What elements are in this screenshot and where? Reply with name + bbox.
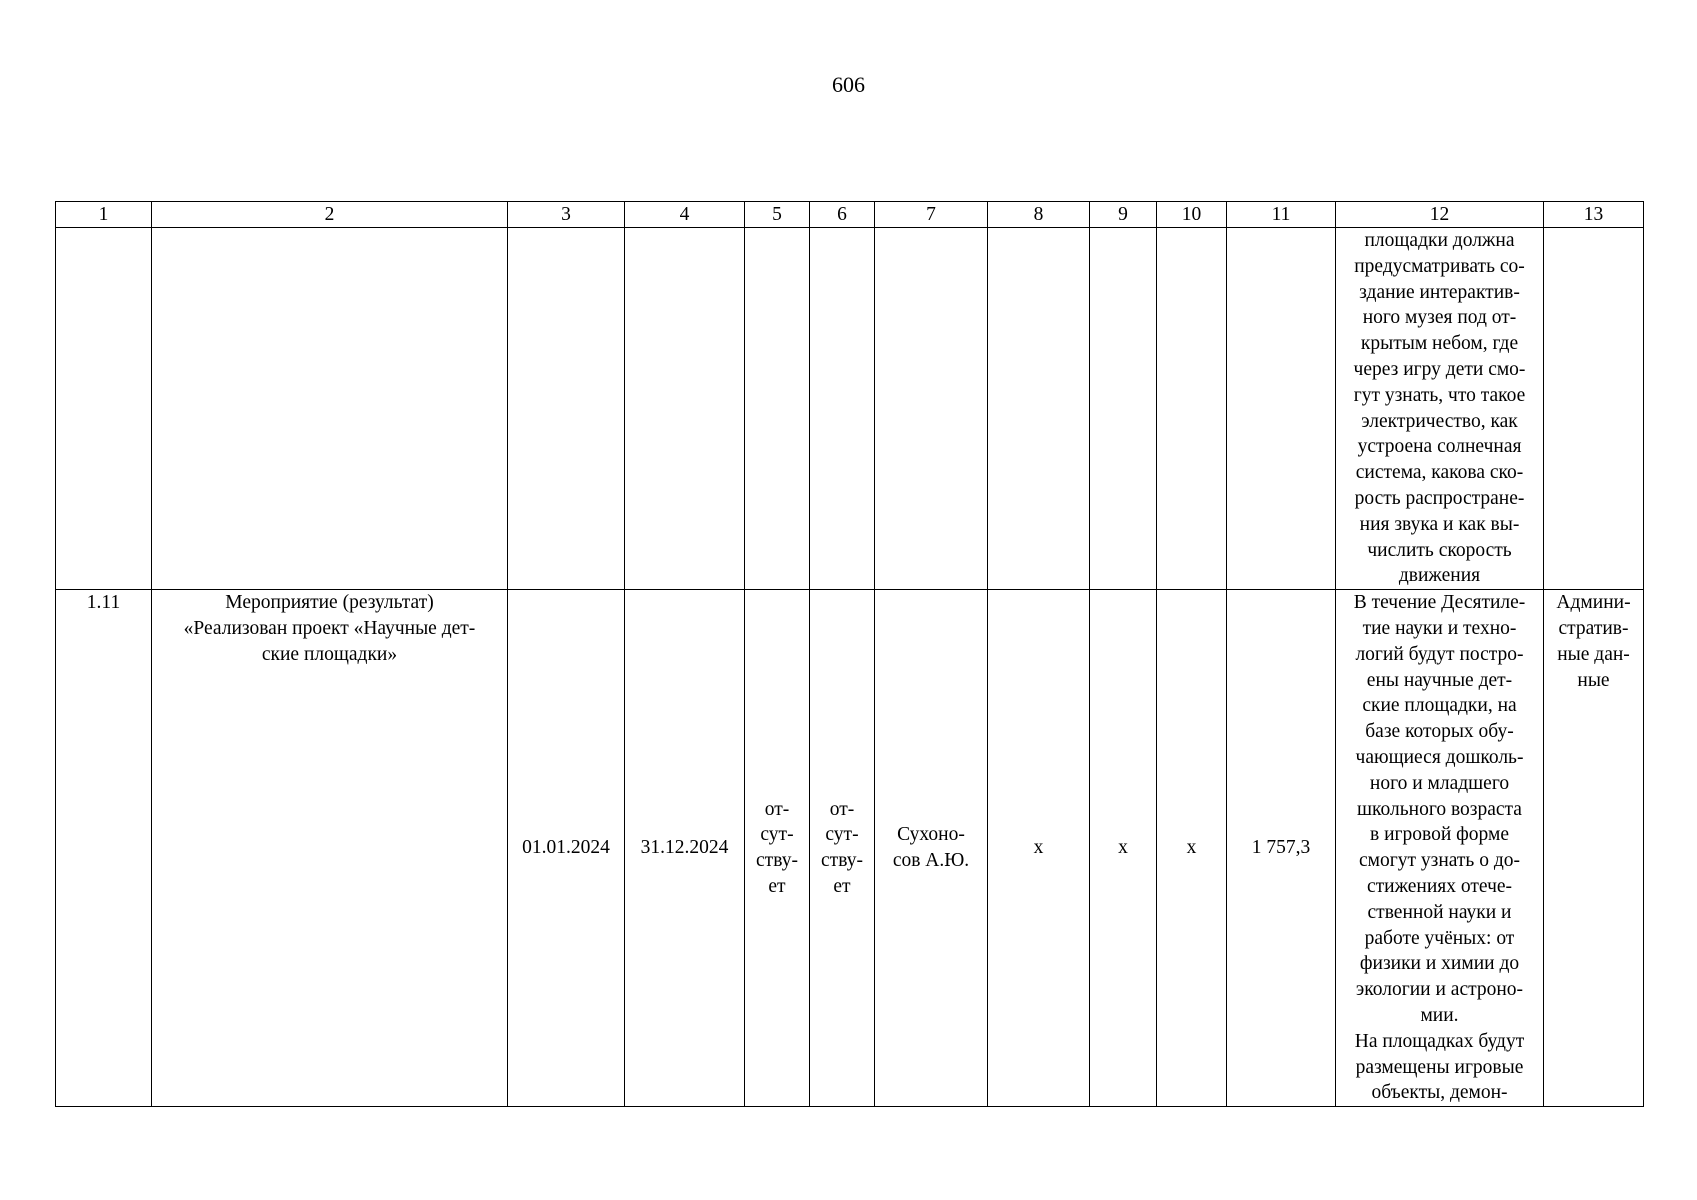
- row-number: 1.11: [56, 590, 152, 1107]
- header-row: [56, 202, 1644, 228]
- end-date: 31.12.2024: [625, 590, 745, 1107]
- page-number: 606: [832, 72, 865, 97]
- col-header: 12: [1336, 202, 1544, 228]
- col6-value: от- сут- ству- ет: [810, 590, 875, 1107]
- event-name: Мероприятие (результат) «Реализован проект «Научные дет- ские площадки»: [152, 590, 508, 1107]
- col-header: 1: [56, 202, 152, 228]
- description-cell: площадки должна предусматривать со- здание интерактив- ного музея под от- крытым небом, где через игру дети смо- гут узнать, что такое электричество, как устроена солнечная система, какова ско- рость распростране- ния звука и как вы- числить скорость движения: [1336, 228, 1544, 590]
- responsible-person: Сухоно- сов А.Ю.: [875, 590, 988, 1107]
- col-header: 3: [508, 202, 625, 228]
- col-header: 4: [625, 202, 745, 228]
- col-header: 9: [1090, 202, 1157, 228]
- data-source: Админи- стратив- ные дан- ные: [1544, 590, 1644, 1107]
- col8-value: x: [988, 590, 1090, 1107]
- table-row: [56, 228, 1644, 590]
- col-header: 6: [810, 202, 875, 228]
- col-header: 5: [745, 202, 810, 228]
- col5-value: от- сут- ству- ет: [745, 590, 810, 1107]
- col-header: 13: [1544, 202, 1644, 228]
- description-cell: В течение Десятиле- тие науки и техно- логий будут постро- ены научные дет- ские площадки, на базе которых обу- чающиеся дошколь- ного и младшего школьного возраста в игровой форме смогут узнать о до- стижениях отече- ственной науки и работе учёных: от физики и химии до экологии и астроно- мии. На площадках будут размещены игровые объекты, демон-: [1336, 590, 1544, 1107]
- col9-value: x: [1090, 590, 1157, 1107]
- table-row: [56, 590, 1644, 1107]
- col-header: 10: [1157, 202, 1227, 228]
- col-header: 2: [152, 202, 508, 228]
- document-table: [55, 201, 1644, 1107]
- col-header: 8: [988, 202, 1090, 228]
- col-header: 11: [1227, 202, 1336, 228]
- amount-value: 1 757,3: [1227, 590, 1336, 1107]
- col-header: 7: [875, 202, 988, 228]
- start-date: 01.01.2024: [508, 590, 625, 1107]
- col10-value: x: [1157, 590, 1227, 1107]
